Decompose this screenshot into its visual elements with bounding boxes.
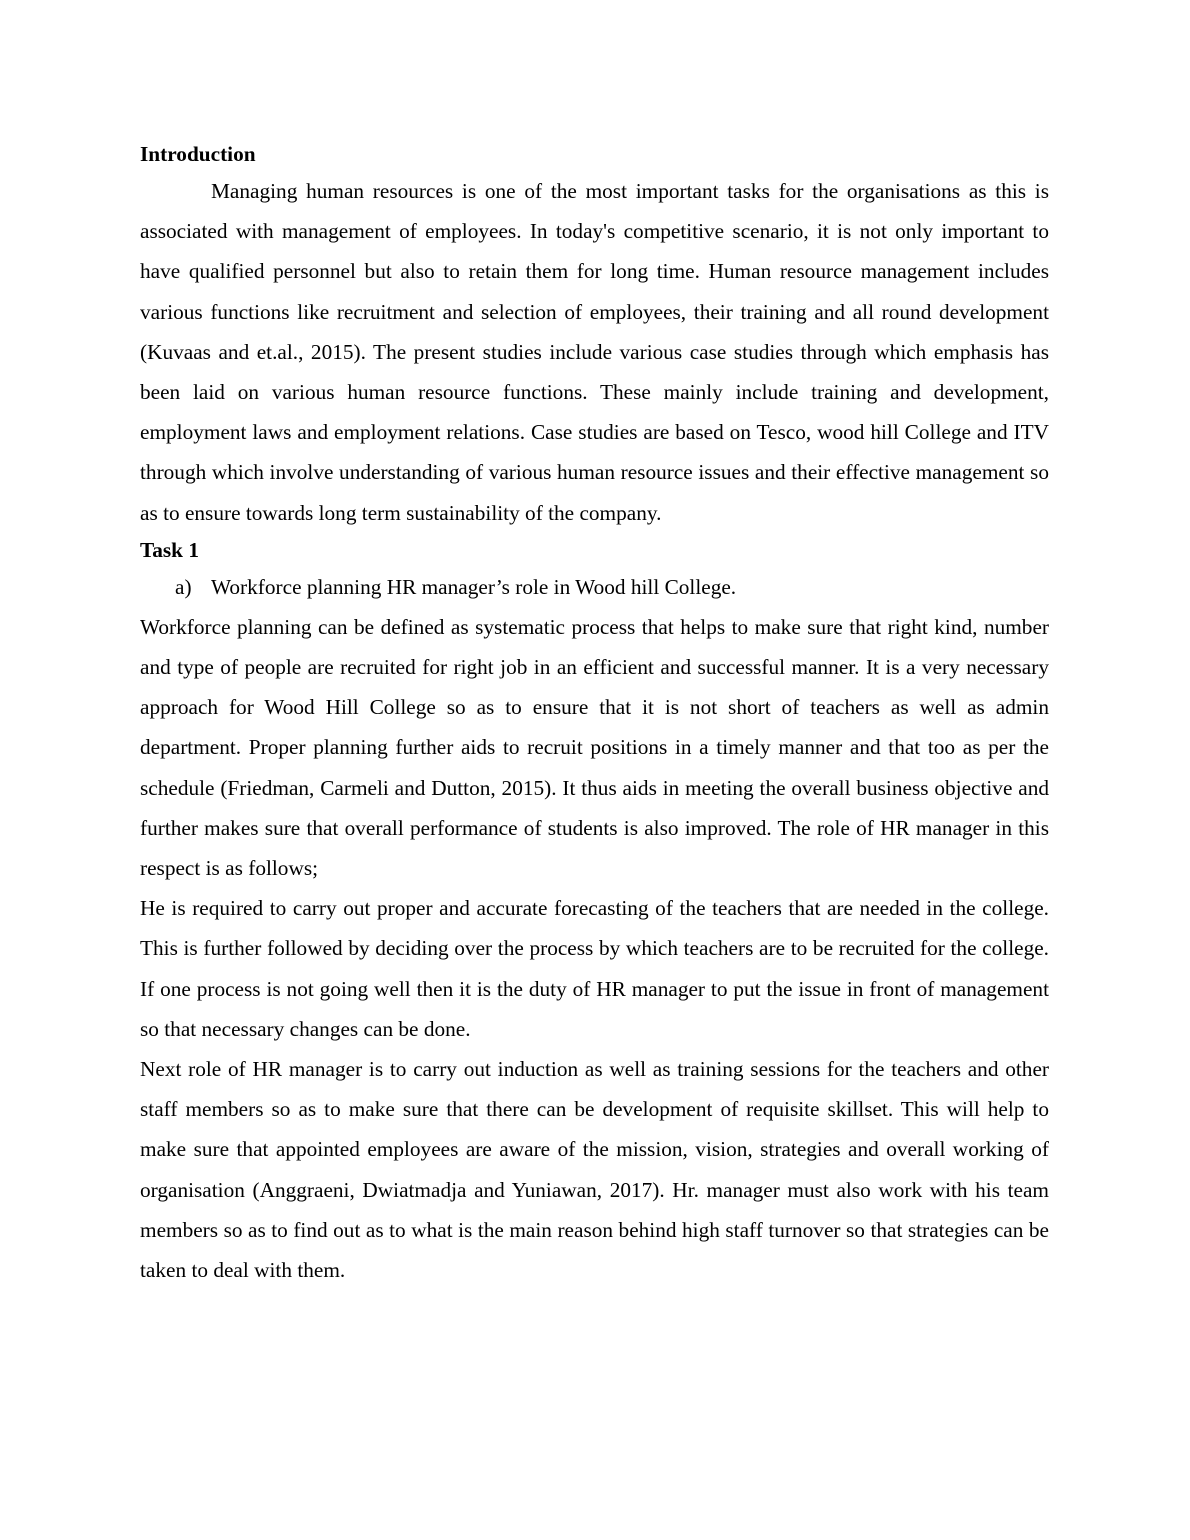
workforce-planning-paragraph: Workforce planning can be defined as systematic process that helps to make sure that right kind, number and type of people are recruited for right job in an efficient and successful manner. It is a very necessary approach for Wood Hill College so as to ensure that it is not short of teachers as well as admin department. Proper planning further aids to recruit positions in a timely manner and that too as per the schedule (Friedman, Carmeli and Dutton, 2015). It thus aids in meeting the overall business objective and further makes sure that overall performance of students is also improved. The role of HR manager in this respect is as follows;	[140, 614, 1049, 881]
introduction-heading: Introduction	[140, 142, 256, 166]
task-1-heading: Task 1	[140, 537, 200, 562]
list-marker: a)	[175, 574, 192, 599]
introduction-paragraph: Managing human resources is one of the most important tasks for the organisations as this is associated with management of employees. In today's competitive scenario, it is not only important to have qualified personnel but also to retain them for long time. Human resource management includes various functions like recruitment and selection of employees, their training and all round development (Kuvaas and et.al., 2015). The present studies include various case studies through which emphasis has been laid on various human resource functions. These mainly include training and development, employment laws and employment relations. Case studies are based on Tesco, wood hill College and ITV through which involve understanding of various human resource issues and their effective management so as to ensure towards long term sustainability of the company.	[140, 179, 1049, 525]
document-content	[140, 137, 1049, 1290]
list-item	[140, 567, 1049, 607]
induction-training-paragraph: Next role of HR manager is to carry out induction as well as training sessions for the teachers and other staff members so as to make sure that there can be development of requisite skillset. This will help to make sure that appointed employees are aware of the mission, vision, strategies and overall working of organisation (Anggraeni, Dwiatmadja and Yuniawan, 2017). Hr. manager must also work with his team members so as to find out as to what is the main reason behind high staff turnover so that strategies can be taken to deal with them.	[140, 1057, 1049, 1283]
forecasting-paragraph: He is required to carry out proper and accurate forecasting of the teachers that are needed in the college. This is further followed by deciding over the process by which teachers are to be recruited for the college. If one process is not going well then it is the duty of HR manager to put the issue in front of management so that necessary changes can be done.	[140, 896, 1049, 1041]
list-item-text: Workforce planning HR manager’s role in Wood hill College.	[211, 574, 737, 599]
